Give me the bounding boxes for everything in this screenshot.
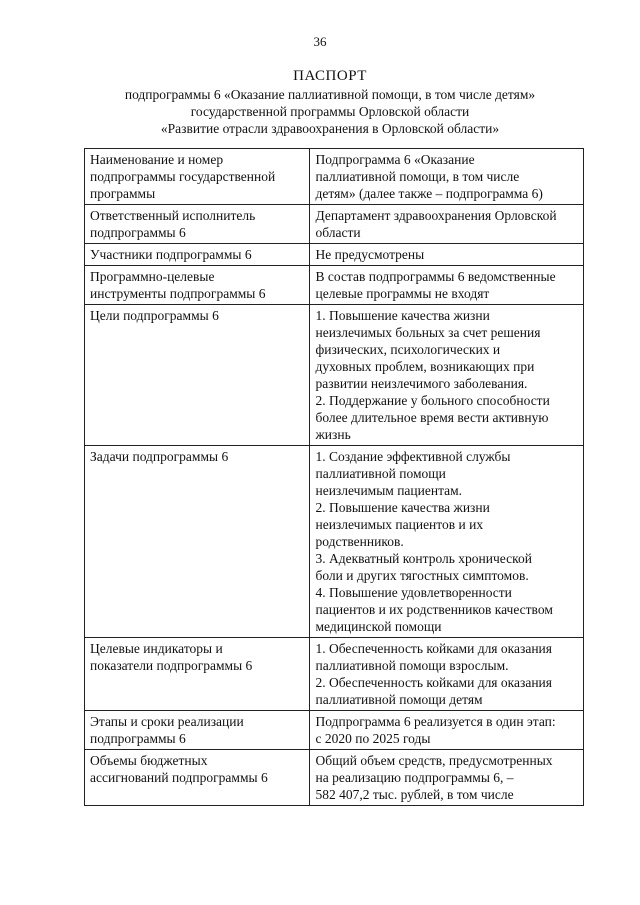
row-label-cell: [85, 266, 310, 305]
row-label-line: ассигнований подпрограммы 6: [90, 770, 268, 785]
row-value-cell: [310, 305, 584, 446]
row-label-line: Цели подпрограммы 6: [90, 308, 219, 323]
row-value-cell: [310, 244, 584, 266]
row-label-line: показатели подпрограммы 6: [90, 658, 253, 673]
row-value-line: паллиативной помощи взрослым.: [315, 658, 509, 673]
document-title: ПАСПОРТ: [293, 68, 367, 84]
row-value-line: В состав подпрограммы 6 ведомственные: [315, 269, 556, 284]
row-label-cell: [85, 205, 310, 244]
row-value-line: 1. Повышение качества жизни: [315, 308, 490, 323]
row-value-line: 3. Адекватный контроль хронической: [315, 551, 532, 566]
row-value-cell: [310, 711, 584, 750]
table-row: [85, 305, 584, 446]
row-value-line: Подпрограмма 6 «Оказание: [315, 152, 475, 167]
row-value-line: более длительное время вести активную: [315, 410, 549, 425]
row-value-line: неизлечимым пациентам.: [315, 483, 463, 498]
row-value-line: развитии неизлечимого заболевания.: [315, 376, 528, 391]
table-row: [85, 638, 584, 711]
subtitle-line: подпрограммы 6 «Оказание паллиативной помощи, в том числе детям»: [124, 87, 536, 102]
row-value-cell: [310, 266, 584, 305]
row-label-cell: [85, 638, 310, 711]
row-value-line: неизлечимых больных за счет решения: [315, 325, 541, 340]
table-row: [85, 711, 584, 750]
row-label-line: подпрограммы государственной: [90, 169, 276, 184]
row-label-line: Задачи подпрограммы 6: [90, 449, 229, 464]
row-label-line: Целевые индикаторы и: [90, 641, 223, 656]
row-value-line: 1. Создание эффективной службы: [315, 449, 511, 464]
row-value-cell: [310, 446, 584, 638]
row-value-line: 2. Обеспеченность койками для оказания: [315, 675, 552, 690]
row-value-line: паллиативной помощи: [315, 466, 446, 481]
row-value-line: жизнь: [315, 427, 351, 442]
row-label-line: программы: [90, 186, 156, 201]
row-label-line: Ответственный исполнитель: [90, 208, 256, 223]
row-value-line: 582 407,2 тыс. рублей, в том числе: [315, 787, 514, 802]
row-value-line: Подпрограмма 6 реализуется в один этап:: [315, 714, 556, 729]
table-row: [85, 446, 584, 638]
row-value-line: области: [315, 225, 361, 240]
row-label-line: Участники подпрограммы 6: [90, 247, 252, 262]
table-row: [85, 750, 584, 806]
row-label-cell: [85, 244, 310, 266]
row-label-cell: [85, 711, 310, 750]
row-label-line: инструменты подпрограммы 6: [90, 286, 266, 301]
row-label-line: Объемы бюджетных: [90, 753, 208, 768]
row-value-line: паллиативной помощи, в том числе: [315, 169, 520, 184]
row-value-line: 2. Повышение качества жизни: [315, 500, 490, 515]
document-header: [60, 66, 600, 137]
row-value-cell: [310, 149, 584, 205]
row-value-line: неизлечимых пациентов и их: [315, 517, 484, 532]
row-value-line: детям» (далее также – подпрограмма 6): [315, 186, 543, 201]
row-value-line: Общий объем средств, предусмотренных: [315, 753, 553, 768]
row-label-cell: [85, 305, 310, 446]
row-label-cell: [85, 149, 310, 205]
row-value-line: родственников.: [315, 534, 404, 549]
row-label-line: подпрограммы 6: [90, 225, 186, 240]
row-value-line: 4. Повышение удовлетворенности: [315, 585, 512, 600]
row-value-line: целевые программы не входят: [315, 286, 490, 301]
row-label-line: подпрограммы 6: [90, 731, 186, 746]
passport-table-body: [85, 149, 584, 806]
subtitle-line: государственной программы Орловской области: [190, 104, 470, 119]
row-label-cell: [85, 750, 310, 806]
row-value-line: медицинской помощи: [315, 619, 442, 634]
page-number: 36: [313, 34, 327, 49]
row-value-line: паллиативной помощи детям: [315, 692, 483, 707]
row-label-line: Этапы и сроки реализации: [90, 714, 244, 729]
row-value-line: пациентов и их родственников качеством: [315, 602, 553, 617]
row-label-line: Наименование и номер: [90, 152, 224, 167]
row-value-line: духовных проблем, возникающих при: [315, 359, 535, 374]
row-value-cell: [310, 750, 584, 806]
passport-table: [84, 148, 584, 806]
row-value-line: физических, психологических и: [315, 342, 501, 357]
table-row: [85, 244, 584, 266]
row-label-cell: [85, 446, 310, 638]
table-row: [85, 149, 584, 205]
table-row: [85, 205, 584, 244]
row-value-cell: [310, 638, 584, 711]
row-label-line: Программно-целевые: [90, 269, 215, 284]
subtitle-line: «Развитие отрасли здравоохранения в Орловской области»: [160, 121, 500, 136]
row-value-line: 2. Поддержание у больного способности: [315, 393, 550, 408]
row-value-line: на реализацию подпрограммы 6, –: [315, 770, 514, 785]
row-value-line: Не предусмотрены: [315, 247, 425, 262]
row-value-line: Департамент здравоохранения Орловской: [315, 208, 557, 223]
row-value-line: 1. Обеспеченность койками для оказания: [315, 641, 552, 656]
table-row: [85, 266, 584, 305]
row-value-cell: [310, 205, 584, 244]
row-value-line: с 2020 по 2025 годы: [315, 731, 431, 746]
row-value-line: боли и других тягостных симптомов.: [315, 568, 529, 583]
